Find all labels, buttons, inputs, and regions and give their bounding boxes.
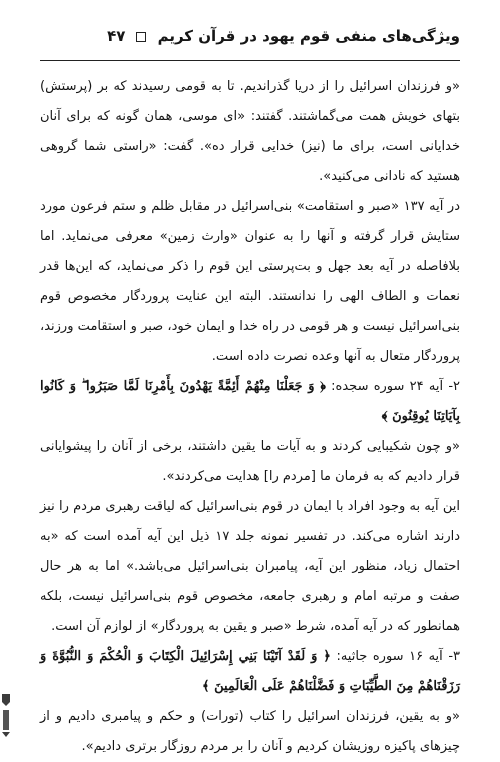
verse-reference: ۲- آیه ۲۴ سوره سجده: [331,379,461,394]
quran-verse: ﴿ وَ لَقَدْ آتَيْنَا بَنِي إِسْرَائِيلَ الْكِتَابَ وَ الْحُكْمَ وَ النُّبُوَّةَ وَ رَزَقْنَاهُمْ مِنَ الطَّيِّبَاتِ وَ فَضَّلْنَاهُمْ عَلَى الْعَالَمِينَ ﴾ [40,649,460,694]
paragraph-translation-1: «و فرزندان اسرائیل را از دریا گذراندیم. تا به قومی رسیدند که بر (پرستش) بتهای خویش همت می‌گماشتند. گفتند: «ای موسی، همان گونه که برای آنان خدایانی است، برای ما (نیز) خدایی قرار ده». گفت: «راستی شما گروهی هستید که نادانی می‌کنید». [40,79,460,184]
verse-reference: ۳- آیه ۱۶ سوره جاثیه: [336,649,460,664]
paragraph-verse-3 [40,642,460,702]
publisher-logo-icon [0,690,12,738]
header-rule [40,60,460,61]
paragraph-commentary-1: در آیه ۱۳۷ «صبر و استقامت» بنی‌اسرائیل در مقابل ظلم و ستم فرعون مورد ستایش قرار گرفته و آنها را به عنوان «وارث زمین» معرفی می‌نماید. اما بلافاصله در آیه بعد جهل و بت‌پرستی این قوم را ذکر می‌نماید، که این‌ها قدر نعمات و الطاف الهی را ندانستند. البته این عنایت پروردگار مخصوص قوم بنی‌اسرائیل نیست و هر قومی در راه خدا و ایمان خود، صبر و استقامت ورزند، پروردگار متعال به آنها وعده نصرت داده است. [40,199,460,364]
page-body [40,72,461,754]
paragraph-translation-2: «و چون شکیبایی کردند و به آیات ما یقین داشتند، برخی از آنان را پیشوایانی قرار دادیم که به فرمان ما [مردم را] هدایت می‌کردند». [40,439,460,484]
paragraph-translation-3: «و به یقین، فرزندان اسرائیل را کتاب (تورات) و حکم و پیامبری دادیم و از چیزهای پاکیزه روزیشان کردیم و آنان را بر مردم روزگار برتری دادیم». [40,709,460,754]
quran-verse: ﴿ وَ جَعَلْنَا مِنْهُمْ أَئِمَّةً يَهْدُونَ بِأَمْرِنَا لَمَّا صَبَرُوا ۖ وَ كَانُوا بِآيَاتِنَا يُوقِنُونَ ﴾ [40,379,460,424]
running-title: ویژگی‌های منفی قوم یهود در قرآن کریم [157,27,460,45]
square-icon [136,32,146,42]
paragraph-verse-2 [40,372,460,432]
paragraph-commentary-2: این آیه به وجود افراد با ایمان در قوم بنی‌اسرائیل که لیاقت رهبری مردم را نیز دارند اشاره می‌کند. در تفسیر نمونه جلد ۱۷ ذیل این آیه آمده است که «به احتمال زیاد، منظور این آیه، پیامبران بنی‌اسرائیل می‌باشد.» اما به هر حال صفت و مرتبه امام و رهبری جامعه، مخصوص قوم بنی‌اسرائیل نیست، بلکه همانطور که در آیه آمده، شرط «صبر و یقین به پروردگار» از لوازم آن است. [40,499,460,634]
running-header [40,26,460,60]
page-number: ۴۷ [107,27,126,45]
